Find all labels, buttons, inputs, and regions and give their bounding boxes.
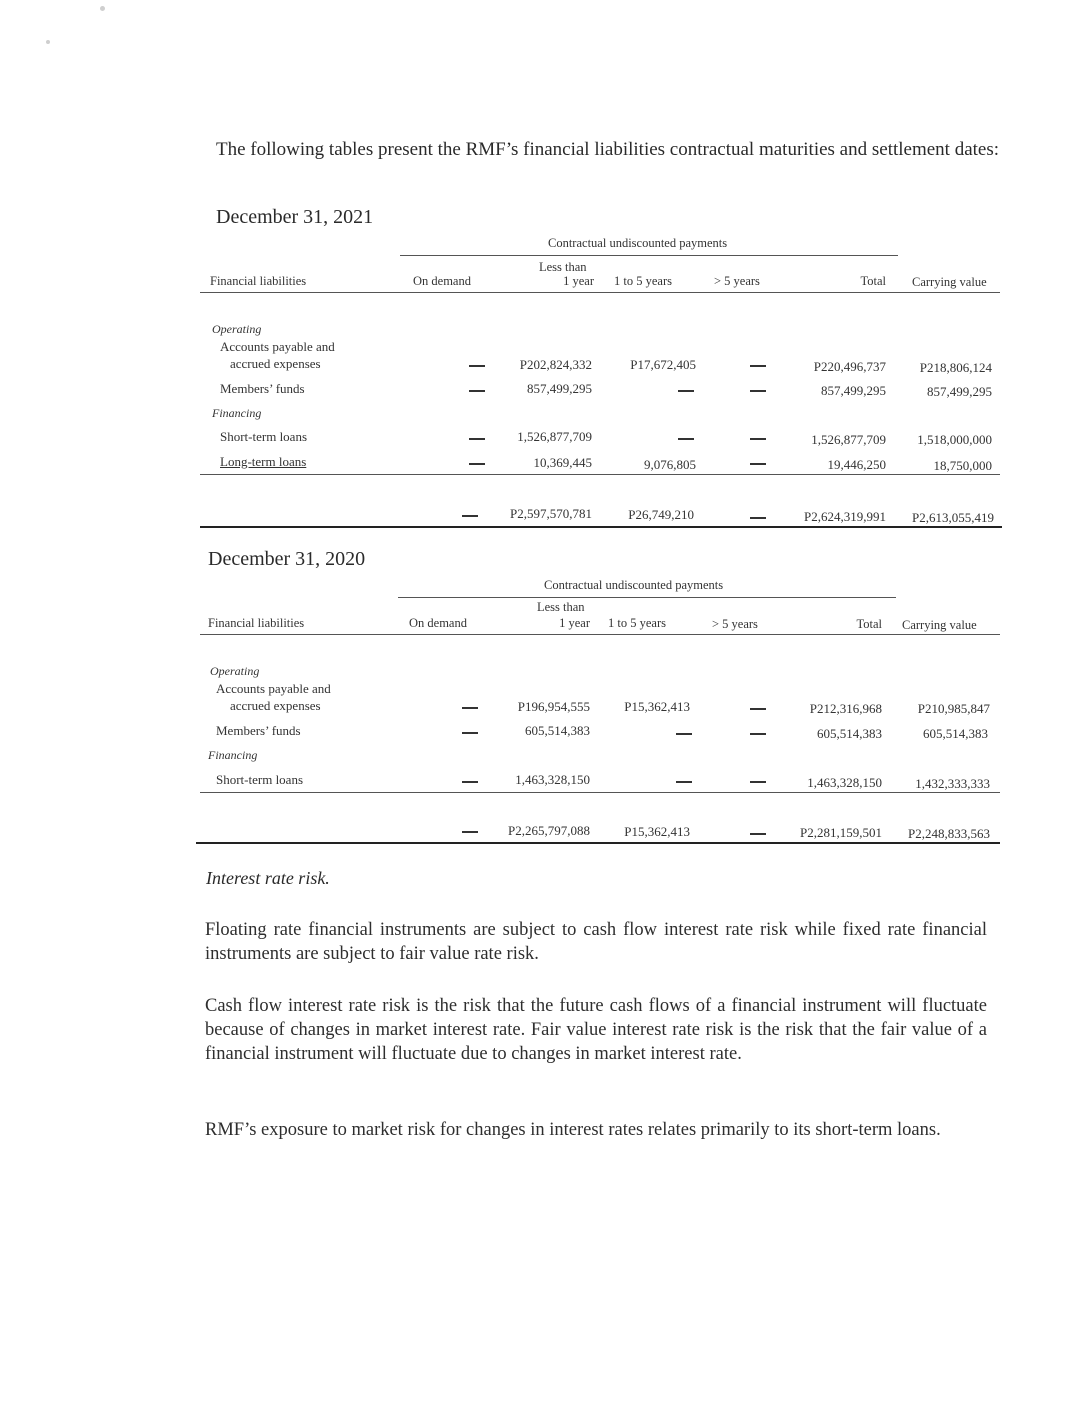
col-carrying-value: Carrying value <box>902 618 977 632</box>
cell-short-carrying: 1,518,000,000 <box>917 432 992 447</box>
dash <box>750 365 766 367</box>
col-1-to-5-years: 1 to 5 years <box>614 274 672 288</box>
ap-label-line1: Accounts payable and <box>220 339 335 354</box>
short-term-label: Short-term loans <box>220 429 308 444</box>
cell-total-less: P2,265,797,088 <box>508 823 590 838</box>
cell-long-carrying: 18,750,000 <box>933 458 992 473</box>
dash <box>469 438 485 440</box>
total-rule <box>200 526 1002 528</box>
col-total: Total <box>860 274 886 288</box>
paragraph-floating-rate: Floating rate financial instruments are subject to cash flow interest rate risk while fixed rate financial instruments are subject to fair value rate risk. <box>205 920 987 964</box>
dash <box>469 390 485 392</box>
cell-ap-1-5: P15,362,413 <box>624 699 690 714</box>
cell-short-less: 1,526,877,709 <box>517 429 592 444</box>
intro-paragraph: The following tables present the RMF’s financial liabilities contractual maturities and settlement dates: <box>216 139 1000 160</box>
cell-long-1-5: 9,076,805 <box>644 457 696 472</box>
dash <box>750 708 766 710</box>
col-gt-5-years: > 5 years <box>712 617 758 631</box>
financing-label: Financing <box>208 748 258 762</box>
cell-members-total: 605,514,383 <box>817 726 882 741</box>
table-2021-title: December 31, 2021 <box>216 206 374 228</box>
subtotal-rule <box>200 792 1000 793</box>
ap-label-line2: accrued expenses <box>230 698 321 713</box>
ap-label-line2: accrued expenses <box>230 356 321 371</box>
cell-total-1-5: P15,362,413 <box>624 824 690 839</box>
paragraph-cash-flow-risk: Cash flow interest rate risk is the risk that the future cash flows of a financial instrument will fluctuate because of changes in market interest rate. Fair value interest rate risk is the risk that the fair value of a financial instrument will fluctuate due to changes in market interest rate. <box>205 996 987 1064</box>
header-rule <box>200 292 1000 293</box>
dash <box>462 515 478 517</box>
dash <box>750 833 766 835</box>
cell-short-carrying: 1,432,333,333 <box>915 776 990 791</box>
cell-short-total: 1,526,877,709 <box>811 432 886 447</box>
cell-total-carrying: P2,613,055,419 <box>912 510 994 525</box>
operating-label: Operating <box>210 664 260 678</box>
cell-members-total: 857,499,295 <box>821 383 886 398</box>
cell-members-carrying: 605,514,383 <box>923 726 988 741</box>
col-less-than-line1: Less than <box>537 600 585 614</box>
dash <box>678 438 694 440</box>
col-on-demand: On demand <box>409 616 467 630</box>
contract-header: Contractual undiscounted payments <box>544 578 724 592</box>
table-2020-title: December 31, 2020 <box>208 548 366 570</box>
cell-ap-carrying: P210,985,847 <box>917 701 990 716</box>
cell-total-total: P2,624,319,991 <box>804 509 886 524</box>
interest-rate-risk-heading: Interest rate risk. <box>206 868 330 888</box>
subtotal-rule <box>200 474 1000 475</box>
col-financial-liabilities: Financial liabilities <box>208 616 305 630</box>
cell-total-total: P2,281,159,501 <box>800 825 882 840</box>
dash <box>462 732 478 734</box>
cell-members-less: 857,499,295 <box>527 381 592 396</box>
dash <box>462 831 478 833</box>
dash <box>750 733 766 735</box>
long-term-label: Long-term loans <box>220 454 307 469</box>
cell-ap-carrying: P218,806,124 <box>919 360 992 375</box>
cell-members-less: 605,514,383 <box>525 723 590 738</box>
col-financial-liabilities: Financial liabilities <box>210 274 307 288</box>
col-less-than-line2: 1 year <box>563 274 594 288</box>
cell-ap-1-5: P17,672,405 <box>630 357 696 372</box>
cell-ap-less: P196,954,555 <box>517 699 590 714</box>
col-on-demand: On demand <box>413 274 471 288</box>
cell-total-carrying: P2,248,833,563 <box>908 826 990 841</box>
cell-ap-total: P220,496,737 <box>813 359 886 374</box>
contract-header: Contractual undiscounted payments <box>548 236 728 250</box>
col-carrying-value: Carrying value <box>912 275 987 289</box>
dash <box>750 781 766 783</box>
members-label: Members’ funds <box>216 723 301 738</box>
contract-header-rule <box>400 255 898 256</box>
dash <box>750 517 766 519</box>
col-less-than-line2: 1 year <box>559 616 590 630</box>
total-rule <box>196 842 1000 844</box>
cell-ap-total: P212,316,968 <box>809 701 882 716</box>
header-rule <box>200 634 1000 635</box>
table-2020 <box>200 578 1002 848</box>
dash <box>750 463 766 465</box>
members-label: Members’ funds <box>220 381 305 396</box>
dash <box>678 390 694 392</box>
dash <box>462 781 478 783</box>
cell-long-less: 10,369,445 <box>533 455 592 470</box>
col-total: Total <box>856 617 882 631</box>
cell-long-total: 19,446,250 <box>827 457 886 472</box>
dash <box>469 365 485 367</box>
col-gt-5-years: > 5 years <box>714 274 760 288</box>
dash <box>676 781 692 783</box>
dash <box>676 733 692 735</box>
col-less-than-line1: Less than <box>539 260 587 274</box>
scan-speck <box>46 40 50 44</box>
contract-header-rule <box>398 597 896 598</box>
col-1-to-5-years: 1 to 5 years <box>608 616 666 630</box>
short-term-label: Short-term loans <box>216 772 304 787</box>
financing-label: Financing <box>212 406 262 420</box>
cell-ap-less: P202,824,332 <box>519 357 592 372</box>
table-2021 <box>200 236 1002 536</box>
dash <box>750 438 766 440</box>
cell-short-less: 1,463,328,150 <box>515 772 590 787</box>
cell-short-total: 1,463,328,150 <box>807 775 882 790</box>
paragraph-market-risk-exposure: RMF’s exposure to market risk for changes in interest rates relates primarily to its short-term loans. <box>205 1120 941 1140</box>
operating-label: Operating <box>212 322 262 336</box>
cell-total-1-5: P26,749,210 <box>628 507 694 522</box>
dash <box>750 390 766 392</box>
scan-speck <box>100 6 105 11</box>
ap-label-line1: Accounts payable and <box>216 681 331 696</box>
dash <box>469 463 485 465</box>
dash <box>462 707 478 709</box>
cell-members-carrying: 857,499,295 <box>927 384 992 399</box>
cell-total-less: P2,597,570,781 <box>510 506 592 521</box>
